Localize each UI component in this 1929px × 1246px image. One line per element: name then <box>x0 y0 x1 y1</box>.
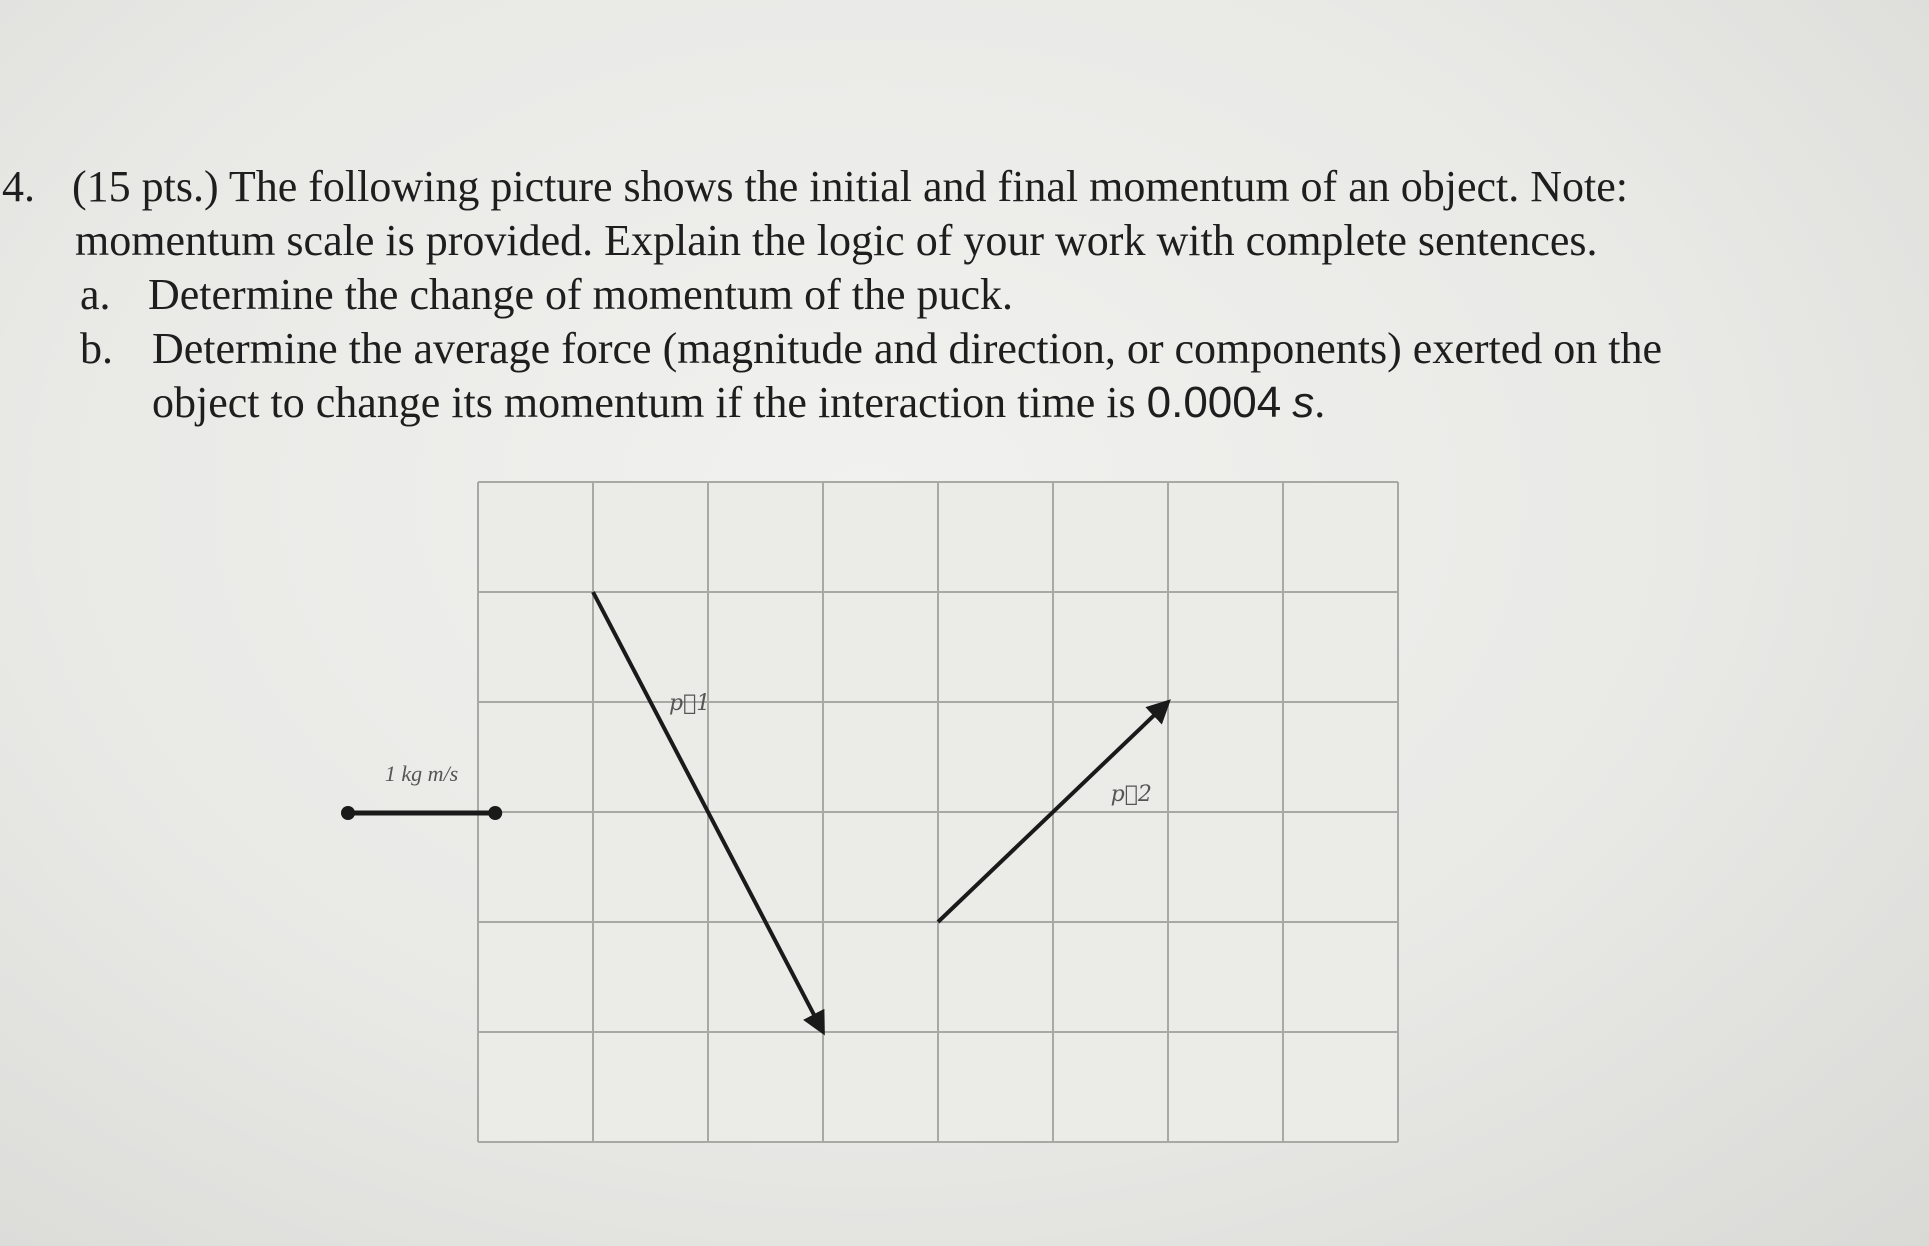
part-a-letter: a. <box>80 270 111 319</box>
scale-bar-right-endpoint <box>488 806 502 820</box>
scale-bar-left-endpoint <box>341 806 355 820</box>
vector-p1-label: p⃗1 <box>669 691 711 716</box>
problem-number: 4. <box>2 162 35 211</box>
problem-statement-line-1: (15 pts.) The following picture shows the initial and final momentum of an object. Note: <box>72 162 1628 211</box>
part-b-letter: b. <box>80 324 113 373</box>
vector-p2-label: p⃗2 <box>1110 781 1152 807</box>
problem-statement-line-2: momentum scale is provided. Explain the logic of your work with complete sentences. <box>75 216 1598 265</box>
part-b-text-line-1: Determine the average force (magnitude and direction, or components) exerted on the <box>152 324 1663 373</box>
part-b-text-prefix: object to change its momentum if the interaction time is <box>152 378 1147 427</box>
part-a-text: Determine the change of momentum of the puck. <box>148 270 1014 319</box>
scale-label: 1 kg m/s <box>384 761 459 786</box>
part-b-period: . <box>1314 378 1326 427</box>
interaction-time-value: 0.0004 <box>1146 378 1282 427</box>
interaction-time-unit: s <box>1292 378 1315 427</box>
